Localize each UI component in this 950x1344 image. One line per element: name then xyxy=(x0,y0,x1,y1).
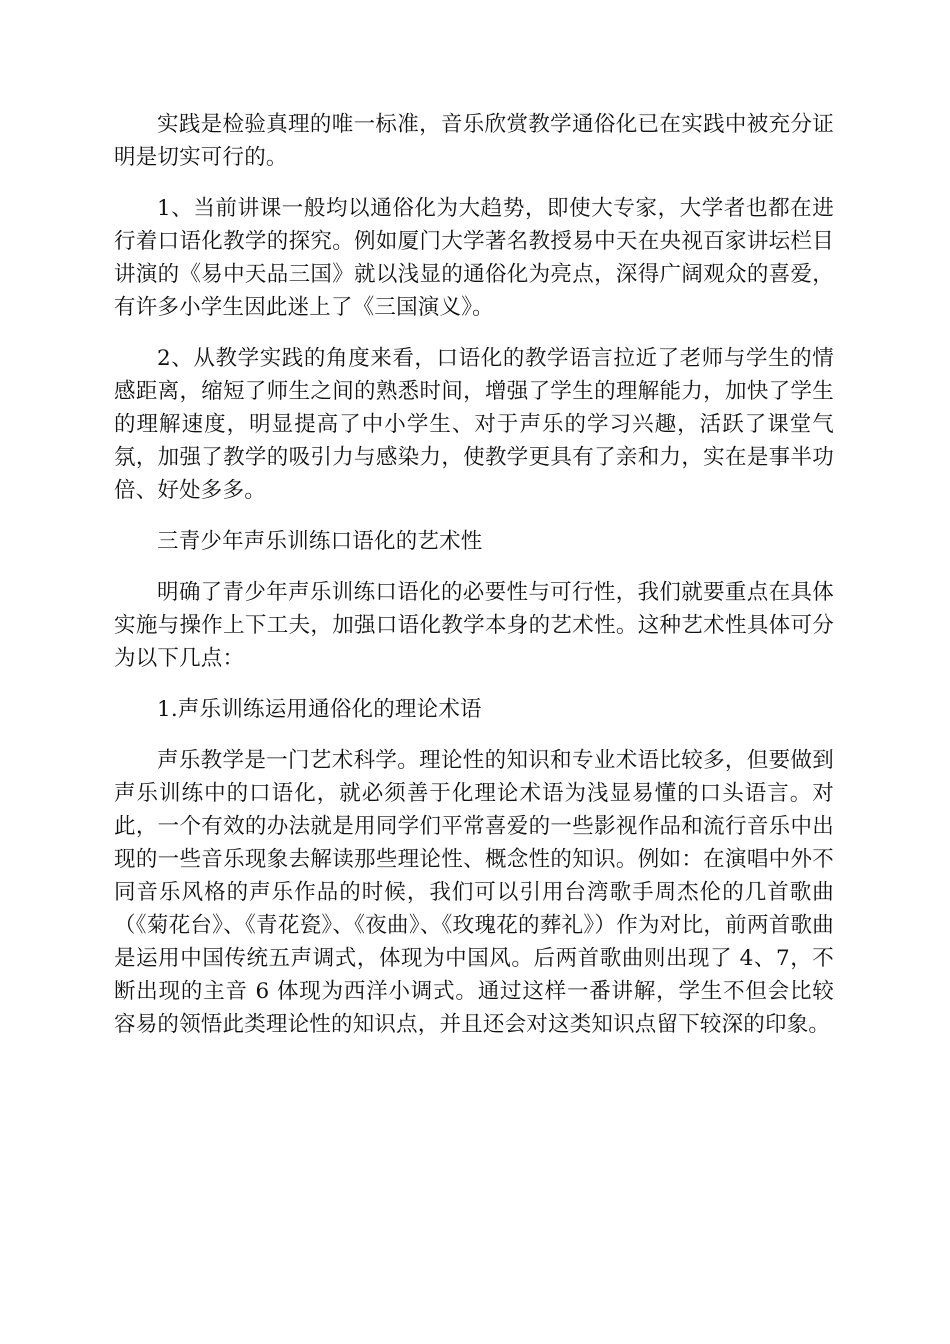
document-page xyxy=(114,108,834,1059)
section-heading-artistry: 三青少年声乐训练口语化的艺术性 xyxy=(157,529,483,554)
paragraph-practice-standard: 实践是检验真理的唯一标准，音乐欣赏教学通俗化已在实践中被充分证明是切实可行的。 xyxy=(114,112,834,170)
paragraph-artistry-intro: 明确了青少年声乐训练口语化的必要性与可行性，我们就要重点在具体实施与操作上下工夫，加强口语化教学本身的艺术性。这种艺术性具体可分为以下几点： xyxy=(114,580,834,671)
subheading-theory-terms: 1.声乐训练运用通俗化的理论术语 xyxy=(157,697,482,722)
paragraph-point-1: 1、当前讲课一般均以通俗化为大趋势，即使大专家，大学者也都在进行着口语化教学的探究。例如厦门大学著名教授易中天在央视百家讲坛栏目讲演的《易中天品三国》就以浅显的通俗化为亮点，深得广阔观众的喜爱，有许多小学生因此迷上了《三国演义》。 xyxy=(114,196,834,320)
paragraph-theory-terms: 声乐教学是一门艺术科学。理论性的知识和专业术语比较多，但要做到声乐训练中的口语化，就必须善于化理论术语为浅显易懂的口头语言。对此，一个有效的办法就是用同学们平常喜爱的一些影视作品和流行音乐中出现的一些音乐现象去解读那些理论性、概念性的知识。例如：在演唱中外不同音乐风格的声乐作品的时候，我们可以引用台湾歌手周杰伦的几首歌曲（《菊花台》、《青花瓷》、《夜曲》、《玫瑰花的葬礼》）作为对比，前两首歌曲是运用中国传统五声调式，体现为中国风。后两首歌曲则出现了 4、7，不断出现的主音 6 体现为西洋小调式。通过这样一番讲解，学生不但会比较容易的领悟此类理论性的知识点，并且还会对这类知识点留下较深的印象。 xyxy=(114,748,834,1037)
paragraph-point-2: 2、从教学实践的角度来看，口语化的教学语言拉近了老师与学生的情感距离，缩短了师生之间的熟悉时间，增强了学生的理解能力，加快了学生的理解速度，明显提高了中小学生、对于声乐的学习兴趣，活跃了课堂气氛，加强了教学的吸引力与感染力，使教学更具有了亲和力，实在是事半功倍、好处多多。 xyxy=(114,346,834,503)
